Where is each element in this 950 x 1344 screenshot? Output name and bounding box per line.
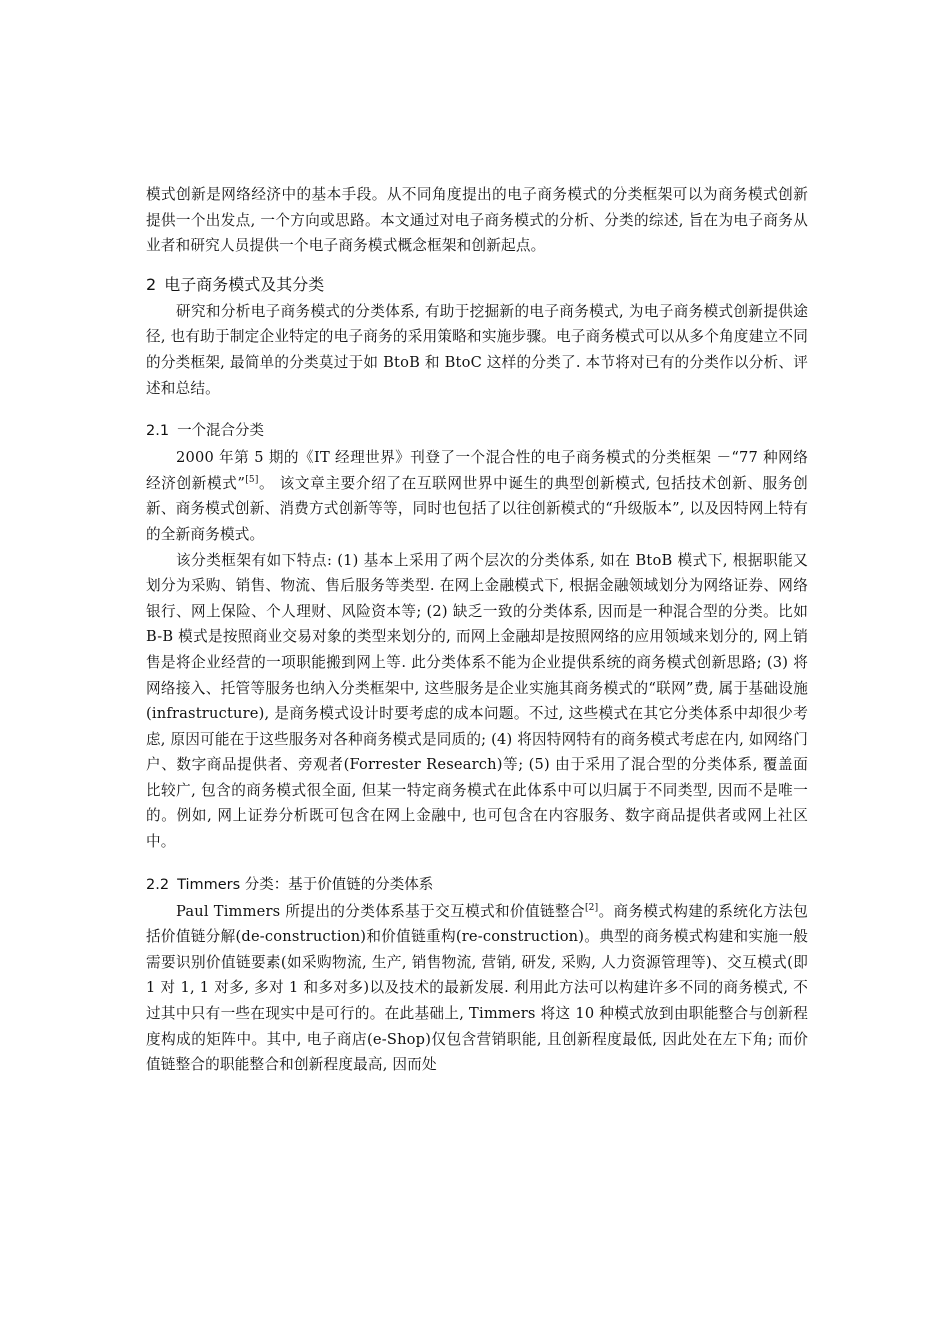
subsection-number: 2.1 [146, 423, 170, 440]
paragraph-text: Paul Timmers 所提出的分类体系基于交互模式和价值链整合 [176, 902, 585, 920]
intro-paragraph: 模式创新是网络经济中的基本手段。从不同角度提出的电子商务模式的分类框架可以为商务模式创新提供一个出发点, 一个方向或思路。本文通过对电子商务模式的分析、分类的综述, 旨在为电子商务从业者和研究人员提供一个电子商务模式概念框架和创新起点。 [146, 186, 808, 255]
section-number: 2 [146, 274, 157, 294]
subsection-title: 一个混合分类 [177, 423, 265, 440]
page-content [146, 182, 808, 1078]
section-2-1-heading [146, 419, 808, 443]
paragraph-text: 2000 年第 5 期的《IT 经理世界》刊登了一个混合性的电子商务模式的分类框架 －“77 种网络经济创新模式” [146, 449, 808, 492]
section-2-1-paragraph-2: 该分类框架有如下特点: (1) 基本上采用了两个层次的分类体系, 如在 BtoB 模式下, 根据职能又划分为采购、销售、物流、售后服务等类型. 在网上金融模式下, 根据金融领域划分为网络证券、网络银行、网上保险、个人理财、风险资本等; (2) 缺乏一致的分类体系, 因而是一种混合型的分类。比如 B-B 模式是按照商业交易对象的类型来划分的, 而网上金融却是按照网络的应用领域来划分的, 网上销售是将企业经营的一项职能搬到网上等. 此分类体系不能为企业提供系统的商务模式创新思路; (3) 将网络接入、托管等服务也纳入分类框架中, 这些服务是企业实施其商务模式的“联网”费, 属于基础设施(infrastructure), 是商务模式设计时要考虑的成本问题。不过, 这些模式在其它分类体系中却很少考虑, 原因可能在于这些服务对各种商务模式是同质的; (4) 将因特网特有的商务模式考虑在内, 如网络门户、数字商品提供者、旁观者(Forrester Research)等; (5) 由于采用了混合型的分类体系, 覆盖面比较广, 包含的商务模式很全面, 但某一特定商务模式在此体系中可以归属于不同类型, 因而不是唯一的。例如, 网上证券分析既可包含在网上金融中, 也可包含在内容服务、数字商品提供者或网上社区中。 [146, 551, 808, 851]
subsection-title: Timmers 分类：基于价值链的分类体系 [177, 876, 434, 893]
citation-ref: [2] [584, 902, 599, 913]
citation-ref: [5] [245, 474, 259, 485]
section-2-heading [146, 273, 808, 297]
paragraph-text: 。 该文章主要介绍了在互联网世界中诞生的典型创新模式, 包括技术创新、服务创新、商务模式创新、消费方式创新等等，同时也包括了以往创新模式的“升级版本”, 以及因特网上特有的全新商务模式。 [146, 474, 808, 543]
paragraph-text: 。商务模式构建的系统化方法包括价值链分解(de-construction)和价值链重构(re-construction)。典型的商务模式构建和实施一般需要识别价值链要素(如采购物流, 生产, 销售物流, 营销, 研发, 采购, 人力资源管理等)、交互模式(即 1 对 1, 1 对多, 多对 1 和多对多)以及技术的最新发展. 利用此方法可以构建许多不同的商务模式, 不过其中只有一些在现实中是可行的。在此基础上, Timmers 将这 10 种模式放到由职能整合与创新程度构成的矩阵中。其中, 电子商店(e-Shop)仅包含营销职能, 且创新程度最低, 因此处在左下角; 而价值链整合的职能整合和创新程度最高, 因而处 [146, 902, 808, 1074]
section-2-1-paragraph-1 [146, 445, 808, 547]
subsection-number: 2.2 [146, 876, 170, 893]
section-2-paragraph: 研究和分析电子商务模式的分类体系, 有助于挖掘新的电子商务模式, 为电子商务模式创新提供途径, 也有助于制定企业特定的电子商务的采用策略和实施步骤。电子商务模式可以从多个角度建立不同的分类框架, 最简单的分类莫过于如 BtoB 和 BtoC 这样的分类了. 本节将对已有的分类作以分析、评述和总结。 [146, 302, 808, 397]
section-title: 电子商务模式及其分类 [164, 274, 325, 294]
section-2-2-paragraph-1 [146, 899, 808, 1078]
section-2-2-heading [146, 873, 808, 897]
